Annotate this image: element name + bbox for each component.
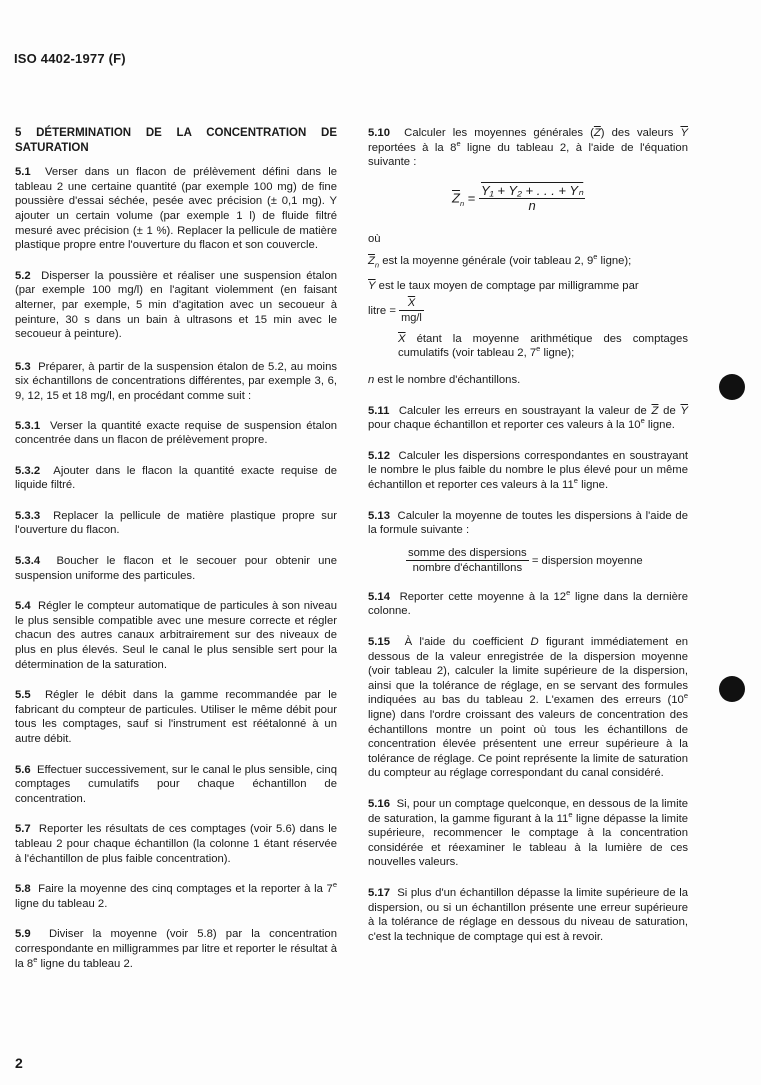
right-column	[368, 126, 688, 944]
mean-equation: $\overline{Z}_n$ = $\frac{\text{Y₁ + Y₂ + . . . + Yₙ}}{n}$	[452, 182, 584, 214]
paragraph-5-12: 5.12 Calculer les dispersions correspondantes en soustrayant le nombre le plus faible du nombre le plus élevé pour un même échantillon et reporter ces valeurs à la 11e ligne.	[368, 449, 688, 491]
paragraph-5-9: 5.9 Diviser la moyenne (voir 5.8) par la concentration correspondante en milligrammes par litre et reporter le résultat à la 8e ligne du tableau 2.	[15, 928, 337, 970]
paragraph-5-1: 5.1 Verser dans un flacon de prélèvement défini dans le tableau 2 une certaine quantité (par exemple 100 mg) de fine poussière d'essai séchée, pesée avec précision (± 0,1 mg). Y ajouter un certain volume (par exemple 1 l) de fluide filtré mesuré avec précision (± 1 %). Replacer la pellicule de matière plastique propre entre l'ouverture du flacon et son couvercle.	[15, 166, 337, 252]
definition-y: $\overline{Y}$ est le taux moyen de comptage par milligramme par	[368, 279, 639, 292]
paragraph-5-3-4: 5.3.4 Boucher le flacon et le secouer pour obtenir une suspension uniforme des particules.	[15, 555, 338, 582]
definition-z: $\overline{Z}_n$ est la moyenne générale (voir tableau 2, 9e ligne);	[368, 252, 632, 270]
equation-fraction: $\frac{\text{Y₁ + Y₂ + . . . + Yₙ}}{n}$	[480, 182, 584, 214]
paragraph-5-14: 5.14 Reporter cette moyenne à la 12e ligne dans la dernière colonne.	[368, 588, 688, 618]
page-number: 2	[15, 1055, 23, 1071]
paragraph-5-13: 5.13 Calculer la moyenne de toutes les dispersions à l'aide de la formule suivante :	[368, 509, 688, 537]
definition-x: $\overline{X}$ étant la moyenne arithmétique des comptages cumulatifs (voir tableau 2, 7e ligne);	[398, 332, 688, 360]
equation-lhs: $\overline{Z}$	[452, 190, 460, 206]
paragraph-5-10: 5.10 Calculer les moyennes générales $(\overline{Z})$ des valeurs $\overline{Y}$ reportées à la 8e ligne du tableau 2, à l'aide de l'équation suivante :	[368, 127, 688, 169]
paragraph-5-11: 5.11 Calculer les erreurs en soustrayant la valeur de $\overline{Z}$ de $\overline{Y}$ pour chaque échantillon et reporter ces valeurs à la 10e ligne.	[368, 404, 689, 432]
left-column	[15, 126, 337, 971]
definition-n: n est le nombre d'échantillons.	[368, 373, 521, 386]
paragraph-5-17: 5.17 Si plus d'un échantillon dépasse la limite supérieure de la dispersion, ou si un échantillon présente une erreur supérieure à la tolérance de réglage en dessous du niveau de saturation, c'est la technique de comptage qui est à revoir.	[368, 886, 688, 943]
paragraph-5-3-3: 5.3.3 Replacer la pellicule de matière plastique propre sur l'ouverture du flacon.	[15, 509, 337, 537]
margin-change-marker	[719, 374, 745, 400]
paragraph-5-6: 5.6 Effectuer successivement, sur le canal le plus sensible, cinq comptages cumulatifs pour chaque échantillon de concentration.	[15, 763, 338, 805]
dispersion-formula: $\frac{\text{somme des dispersions}}{\text{nombre d'échantillons}}$ = dispersion moyenne	[408, 546, 643, 575]
paragraph-5-15: 5.15 À l'aide du coefficient D figurant immédiatement en dessous de la valeur enregistrée de la dispersion moyenne (voir tableau 2), calculer la limite supérieure de la dispersion, ainsi que la tolérance de réglage, en se servant des formules indiquées au bas du tableau 2. L'examen des erreurs (10e ligne) dans l'ordre croissant des valeurs de concentration des échantillons montre un point où tous les échantillons de concentration élevée présentent une erreur supérieure à la tolérance de réglage. Ce point représente la limite de saturation du compteur au réglage correspondant du canal considéré.	[368, 636, 689, 780]
definition-litre: litre = $\frac{\overline{X}}{mg/l}$	[368, 296, 422, 325]
paragraph-5-3-1: 5.3.1 Verser la quantité exacte requise de suspension étalon concentrée dans un flacon de prélèvement propre.	[15, 419, 338, 447]
paragraph-5-4: 5.4 Régler le compteur automatique de particules à son niveau le plus sensible compatible avec une mesure correcte et régler chacun des autres canaux arbitrairement sur des niveaux de plus en plus élevés. Seul le canal le plus sensible sert pour la détermination de la saturation.	[15, 600, 337, 671]
paragraph-5-3: 5.3 Préparer, à partir de la suspension étalon de 5.2, au moins six échantillons de concentrations différentes, par exemple 3, 6, 9, 12, 15 et 18 mg/l, en procédant comme suit :	[15, 360, 337, 402]
paragraph-5-16: 5.16 Si, pour un comptage quelconque, en dessous de la limite de saturation, la gamme figurant à la 11e ligne dépasse la limite supérieure, recommencer le comptage à la concentration considérée et réexaminer le tableau à la lumière de ces nouvelles valeurs.	[368, 798, 689, 869]
paragraph-5-2: 5.2 Disperser la poussière et réaliser une suspension étalon (par exemple 100 mg/l) en l'agitant violemment (en faisant alterner, par exemple, 5 min d'agitation avec un secoueur à peinture, 30 s dans un bain à ultrasons et 15 min avec le secoueur à peinture).	[15, 269, 338, 341]
paragraph-5-5: 5.5 Régler le débit dans la gamme recommandée par le fabricant du compteur de particules. Utiliser le même débit pour tous les comptages, sauf si l'instrument est réétalonné à un autre débit.	[15, 689, 338, 745]
margin-change-marker	[719, 676, 745, 702]
paragraph-5-8: 5.8 Faire la moyenne des cinq comptages et la reporter à la 7e ligne du tableau 2.	[15, 880, 338, 910]
paragraph-5-3-2: 5.3.2 Ajouter dans le flacon la quantité exacte requise de liquide filtré.	[15, 464, 338, 492]
document-header: ISO 4402-1977 (F)	[14, 51, 126, 66]
paragraph-5-7: 5.7 Reporter les résultats de ces comptages (voir 5.6) dans le tableau 2 pour chaque échantillon (la colonne 1 étant réservée à l'échantillon de plus faible concentration).	[15, 823, 337, 865]
where-label: où	[368, 232, 381, 245]
section-heading: 5 DÉTERMINATION DE LA CONCENTRATION DE SATURATION	[15, 127, 337, 154]
